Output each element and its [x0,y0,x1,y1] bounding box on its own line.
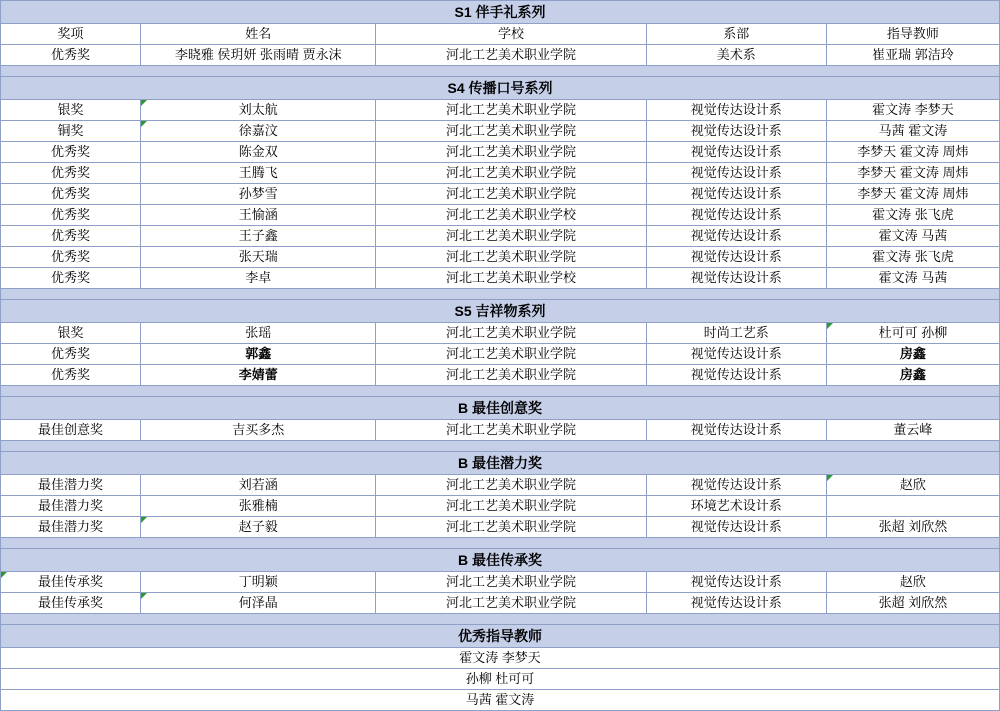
advisor-cell: 马茜 霍文涛 [826,121,999,142]
student-name-cell: 徐嘉汶 [141,121,376,142]
department-cell: 时尚工艺系 [646,323,826,344]
school-cell: 河北工艺美术职业学院 [376,100,646,121]
table-row [1,420,1000,441]
advisor-cell: 霍文涛 马茜 [826,226,999,247]
department-cell: 视觉传达设计系 [646,163,826,184]
school-cell: 河北工艺美术职业学院 [376,420,646,441]
department-cell: 美术系 [646,45,826,66]
section-title: B 最佳创意奖 [1,397,1000,420]
spacer-row [1,66,1000,77]
table-row [1,344,1000,365]
department-cell: 视觉传达设计系 [646,344,826,365]
column-header: 系部 [646,24,826,45]
student-name-cell: 刘太航 [141,100,376,121]
student-name-cell: 王腾飞 [141,163,376,184]
advisor-cell: 霍文涛 李梦天 [826,100,999,121]
award-cell: 最佳传承奖 [1,593,141,614]
section-title: S1 伴手礼系列 [1,1,1000,24]
spacer-row [1,614,1000,625]
department-cell: 视觉传达设计系 [646,268,826,289]
advisor-cell: 张超 刘欣然 [826,517,999,538]
column-header: 姓名 [141,24,376,45]
advisor-cell: 李梦天 霍文涛 周炜 [826,184,999,205]
advisor-cell: 李梦天 霍文涛 周炜 [826,142,999,163]
column-header: 奖项 [1,24,141,45]
table-row [1,496,1000,517]
department-cell: 环境艺术设计系 [646,496,826,517]
department-cell: 视觉传达设计系 [646,475,826,496]
section-spacer [1,289,1000,300]
section-spacer [1,614,1000,625]
advisor-cell: 霍文涛 马茜 [826,268,999,289]
section-spacer [1,66,1000,77]
table-row [1,45,1000,66]
award-cell: 优秀奖 [1,247,141,268]
table-row [1,517,1000,538]
teacher-name-cell: 孙柳 杜可可 [1,669,1000,690]
advisor-cell: 董云峰 [826,420,999,441]
section-title-row [1,625,1000,648]
table-row [1,268,1000,289]
table-row [1,121,1000,142]
spacer-row [1,289,1000,300]
award-cell: 银奖 [1,323,141,344]
school-cell: 河北工艺美术职业学院 [376,226,646,247]
table-row [1,163,1000,184]
department-cell: 视觉传达设计系 [646,121,826,142]
advisor-cell: 霍文涛 张飞虎 [826,247,999,268]
school-cell: 河北工艺美术职业学院 [376,45,646,66]
section-title: S4 传播口号系列 [1,77,1000,100]
table-row [1,100,1000,121]
advisor-cell [826,496,999,517]
student-name-cell: 何泽晶 [141,593,376,614]
table-row [1,365,1000,386]
school-cell: 河北工艺美术职业学院 [376,184,646,205]
school-cell: 河北工艺美术职业学院 [376,344,646,365]
student-name-cell: 吉买多杰 [141,420,376,441]
section-title-row [1,452,1000,475]
department-cell: 视觉传达设计系 [646,142,826,163]
table-row [1,690,1000,711]
teacher-name-cell: 霍文涛 李梦天 [1,648,1000,669]
section-title-row [1,77,1000,100]
table-row [1,669,1000,690]
student-name-cell: 王愉涵 [141,205,376,226]
student-name-cell: 赵子毅 [141,517,376,538]
award-cell: 最佳传承奖 [1,572,141,593]
student-name-cell: 王子鑫 [141,226,376,247]
school-cell: 河北工艺美术职业学校 [376,205,646,226]
column-header-row [1,24,1000,45]
department-cell: 视觉传达设计系 [646,226,826,247]
student-name-cell: 刘若涵 [141,475,376,496]
school-cell: 河北工艺美术职业学院 [376,496,646,517]
section-title-row [1,549,1000,572]
department-cell: 视觉传达设计系 [646,100,826,121]
advisor-cell: 房鑫 [826,365,999,386]
award-cell: 优秀奖 [1,226,141,247]
student-name-cell: 张雅楠 [141,496,376,517]
table-row [1,247,1000,268]
section-title: B 最佳传承奖 [1,549,1000,572]
department-cell: 视觉传达设计系 [646,184,826,205]
table-row [1,205,1000,226]
student-name-cell: 李晓雅 侯玥妍 张雨晴 贾永沫 [141,45,376,66]
column-header: 指导教师 [826,24,999,45]
table-row [1,142,1000,163]
student-name-cell: 李婧蕾 [141,365,376,386]
section-title-row [1,1,1000,24]
school-cell: 河北工艺美术职业学院 [376,323,646,344]
award-cell: 银奖 [1,100,141,121]
section-spacer [1,538,1000,549]
school-cell: 河北工艺美术职业学院 [376,517,646,538]
school-cell: 河北工艺美术职业学院 [376,572,646,593]
student-name-cell: 李卓 [141,268,376,289]
teacher-name-cell: 马茜 霍文涛 [1,690,1000,711]
department-cell: 视觉传达设计系 [646,247,826,268]
section-spacer [1,386,1000,397]
student-name-cell: 张天瑞 [141,247,376,268]
school-cell: 河北工艺美术职业学校 [376,268,646,289]
spacer-row [1,441,1000,452]
table-row [1,184,1000,205]
section-title: 优秀指导教师 [1,625,1000,648]
award-cell: 优秀奖 [1,205,141,226]
table-row [1,323,1000,344]
award-cell: 优秀奖 [1,142,141,163]
section-title-row [1,397,1000,420]
department-cell: 视觉传达设计系 [646,517,826,538]
school-cell: 河北工艺美术职业学院 [376,365,646,386]
award-cell: 铜奖 [1,121,141,142]
table-row [1,648,1000,669]
student-name-cell: 陈金双 [141,142,376,163]
award-cell: 最佳潜力奖 [1,496,141,517]
column-header: 学校 [376,24,646,45]
advisor-cell: 赵欣 [826,572,999,593]
school-cell: 河北工艺美术职业学院 [376,142,646,163]
school-cell: 河北工艺美术职业学院 [376,475,646,496]
award-cell: 优秀奖 [1,365,141,386]
advisor-cell: 杜可可 孙柳 [826,323,999,344]
advisor-cell: 赵欣 [826,475,999,496]
award-cell: 优秀奖 [1,344,141,365]
award-cell: 优秀奖 [1,163,141,184]
section-title: S5 吉祥物系列 [1,300,1000,323]
school-cell: 河北工艺美术职业学院 [376,247,646,268]
department-cell: 视觉传达设计系 [646,593,826,614]
student-name-cell: 丁明颖 [141,572,376,593]
table-row [1,593,1000,614]
spacer-row [1,386,1000,397]
school-cell: 河北工艺美术职业学院 [376,163,646,184]
award-cell: 优秀奖 [1,268,141,289]
student-name-cell: 张瑶 [141,323,376,344]
advisor-cell: 房鑫 [826,344,999,365]
department-cell: 视觉传达设计系 [646,205,826,226]
department-cell: 视觉传达设计系 [646,420,826,441]
table-row [1,572,1000,593]
department-cell: 视觉传达设计系 [646,572,826,593]
advisor-cell: 李梦天 霍文涛 周炜 [826,163,999,184]
table-row [1,475,1000,496]
award-cell: 最佳潜力奖 [1,475,141,496]
advisor-cell: 崔亚瑞 郭洁玲 [826,45,999,66]
advisor-cell: 霍文涛 张飞虎 [826,205,999,226]
department-cell: 视觉传达设计系 [646,365,826,386]
student-name-cell: 孙梦雪 [141,184,376,205]
award-cell: 最佳潜力奖 [1,517,141,538]
award-cell: 最佳创意奖 [1,420,141,441]
table-row [1,226,1000,247]
award-cell: 优秀奖 [1,184,141,205]
student-name-cell: 郭鑫 [141,344,376,365]
school-cell: 河北工艺美术职业学院 [376,121,646,142]
award-cell: 优秀奖 [1,45,141,66]
section-spacer [1,441,1000,452]
section-title: B 最佳潜力奖 [1,452,1000,475]
school-cell: 河北工艺美术职业学院 [376,593,646,614]
advisor-cell: 张超 刘欣然 [826,593,999,614]
spacer-row [1,538,1000,549]
section-title-row [1,300,1000,323]
